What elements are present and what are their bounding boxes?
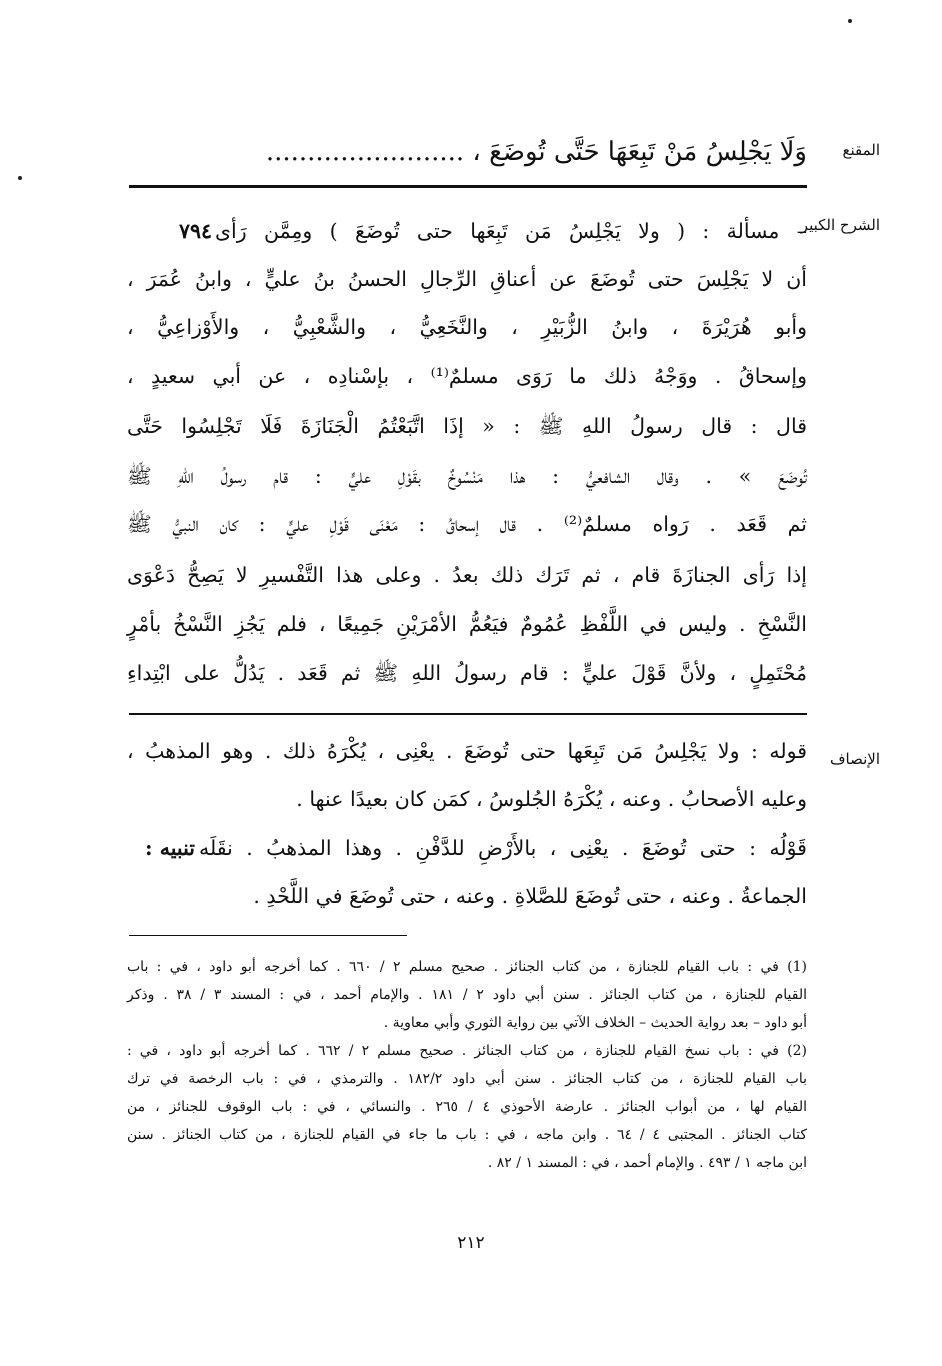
label-insaf: الإنصاف <box>829 750 880 768</box>
sharh-line-4: وإسحاقُ . ووَجْهُ ذلك ما رَوَى مسلمٌ⁽¹⁾ ، بإسْنادِه ، عن أبي سعيدٍ ، <box>127 364 807 388</box>
sharh-line-9: النَّسْخِ . وليس في اللَّفْظِ عُمُومٌ فيَعُمُّ الأمْرَيْنِ جَمِيعًا ، فلم يَجُزِ النَّسْخُ بأمْرٍ <box>127 612 807 636</box>
label-muqni: المقنع <box>842 141 880 159</box>
sharh-line-7: ثم قَعَد . رَواه مسلمٌ⁽²⁾ . قال إسحاقُ : مَعْنَى قَوْلِ عليٍّ : كان النبيُّ ﷺ <box>127 512 807 536</box>
sharh-issue-number: ٧٩٤ <box>178 219 212 243</box>
footnote-line: كتاب الجنائز . المجتبى ٤ / ٦٤ . وابن ماجه ، في : باب ما جاء في القيام للجنازة ، من كتاب الجنائز . سنن <box>127 1127 807 1143</box>
sharh-line-6: تُوضَعَ » . وقال الشافعيُّ : هذا مَنْسُوخٌ بقَوْلِ عليٍّ : قام رسولُ اللهِ ﷺ <box>127 464 807 488</box>
label-sharh: الشرح الكبير <box>800 216 880 234</box>
insaf-line-2: وعليه الأصحابُ . وعنه ، يُكْرَهُ الجُلوسُ ، كمَن كان بعيدًا عنها . <box>296 787 807 811</box>
muqni-text: وَلَا يَجْلِسُ مَنْ تَبِعَهَا حَتَّى تُوضَعَ ، ........................ <box>265 137 807 167</box>
sharh-line-3: وأبو هُرَيْرَةَ ، وابنُ الزُّبَيْرِ ، والنَّخَعِيُّ ، والشَّعْبِيُّ ، والأَوْزاعِيُّ ، <box>127 315 807 339</box>
scan-speck <box>848 19 852 23</box>
sharh-line-2: أن لا يَجْلِسَ حتى تُوضَعَ عن أعناقِ الرِّجالِ الحسنُ بنُ عليٍّ ، وابنُ عُمَرَ ، <box>127 267 807 291</box>
footnote-line: القيام لها ، من أبواب الجنائز . عارضة الأحوذي ٤ / ٢٦٥ . والنسائي ، في : باب الوقوف للجنائز ، من <box>127 1099 807 1115</box>
footnote-line: ابن ماجه ١ / ٤٩٣ . والإمام أحمد ، في : المسند ١ / ٨٢ . <box>487 1155 807 1171</box>
sharh-line-5: قال : قال رسولُ اللهِ ﷺ : « إذَا اتَّبَعْتُمُ الْجَنَازَةَ فَلَا تَجْلِسُوا حَتَّى <box>127 414 807 438</box>
insaf-line-1: قوله : ولا يَجْلِسُ مَن تَبِعَها حتى تُوضَعَ . يعْنِى ، يُكْرَهُ ذلك . وهو المذهبُ ، <box>127 739 807 763</box>
footnote-line: باب القيام للجنازة ، من كتاب الجنائز . سنن أبي داود ١٨٢/٢ . والترمذي ، في : باب الرخصة في ترك <box>127 1071 807 1087</box>
footnote-rule <box>129 935 407 936</box>
footnote-line: (2) في : باب نسخ القيام للجنازة ، من كتاب الجنائز . صحيح مسلم ٢ / ٦٦٢ . كما أخرجه أبو داود ، في : <box>127 1043 807 1059</box>
footnote-line: أبو داود – بعد رواية الحديث – الخلاف الآتي بين رواية الثوري وأبي معاوية . <box>383 1015 807 1031</box>
insaf-tanbih-line-2: الجماعةُ . وعنه ، حتى تُوضَعَ للصَّلاةِ . وعنه ، حتى تُوضَعَ في اللَّحْدِ . <box>253 884 807 908</box>
page-number: ٢١٢ <box>457 1233 485 1253</box>
sharh-line-1: – مسألة : ( ولا يَجْلِسُ مَن تَبِعَها حتى تُوضَعَ ) ومِمَّن رَأى <box>215 219 807 243</box>
footnote-line: القيام للجنازة ، من كتاب الجنائز . سنن أبي داود ٢ / ١٨١ . والإمام أحمد ، في : المسند ٣ / ٣٨ . وذكر <box>127 987 808 1003</box>
scan-speck <box>18 176 22 180</box>
sharh-line-10: مُحْتَمِلٍ ، ولأنَّ قَوْلَ عليٍّ : قام رسولُ اللهِ ﷺ ثم قَعَد . يَدُلُّ على ابْتِداءِ <box>127 661 807 685</box>
header-rule <box>129 185 807 188</box>
sharh-rule <box>129 713 807 715</box>
sharh-line-8: إذا رَأى الجنازَةَ قام ، ثم تَرَك ذلك بعدُ . وعلى هذا التَّفْسيرِ لا يَصِحُّ دَعْوَى <box>127 563 807 587</box>
footnote-line: (1) في : باب القيام للجنازة ، من كتاب الجنائز . صحيح مسلم ٢ / ٦٦٠ . كما أخرجه أبو داود ، في : باب <box>127 959 808 975</box>
insaf-tanbih-label: تنبيه : <box>145 836 195 860</box>
insaf-tanbih-line-1: قَوْلُه : حتى تُوضَعَ . يعْنِى ، بالأَرْضِ للدَّفْنِ . وهذا المذهبُ . نقَلَه <box>199 836 807 860</box>
